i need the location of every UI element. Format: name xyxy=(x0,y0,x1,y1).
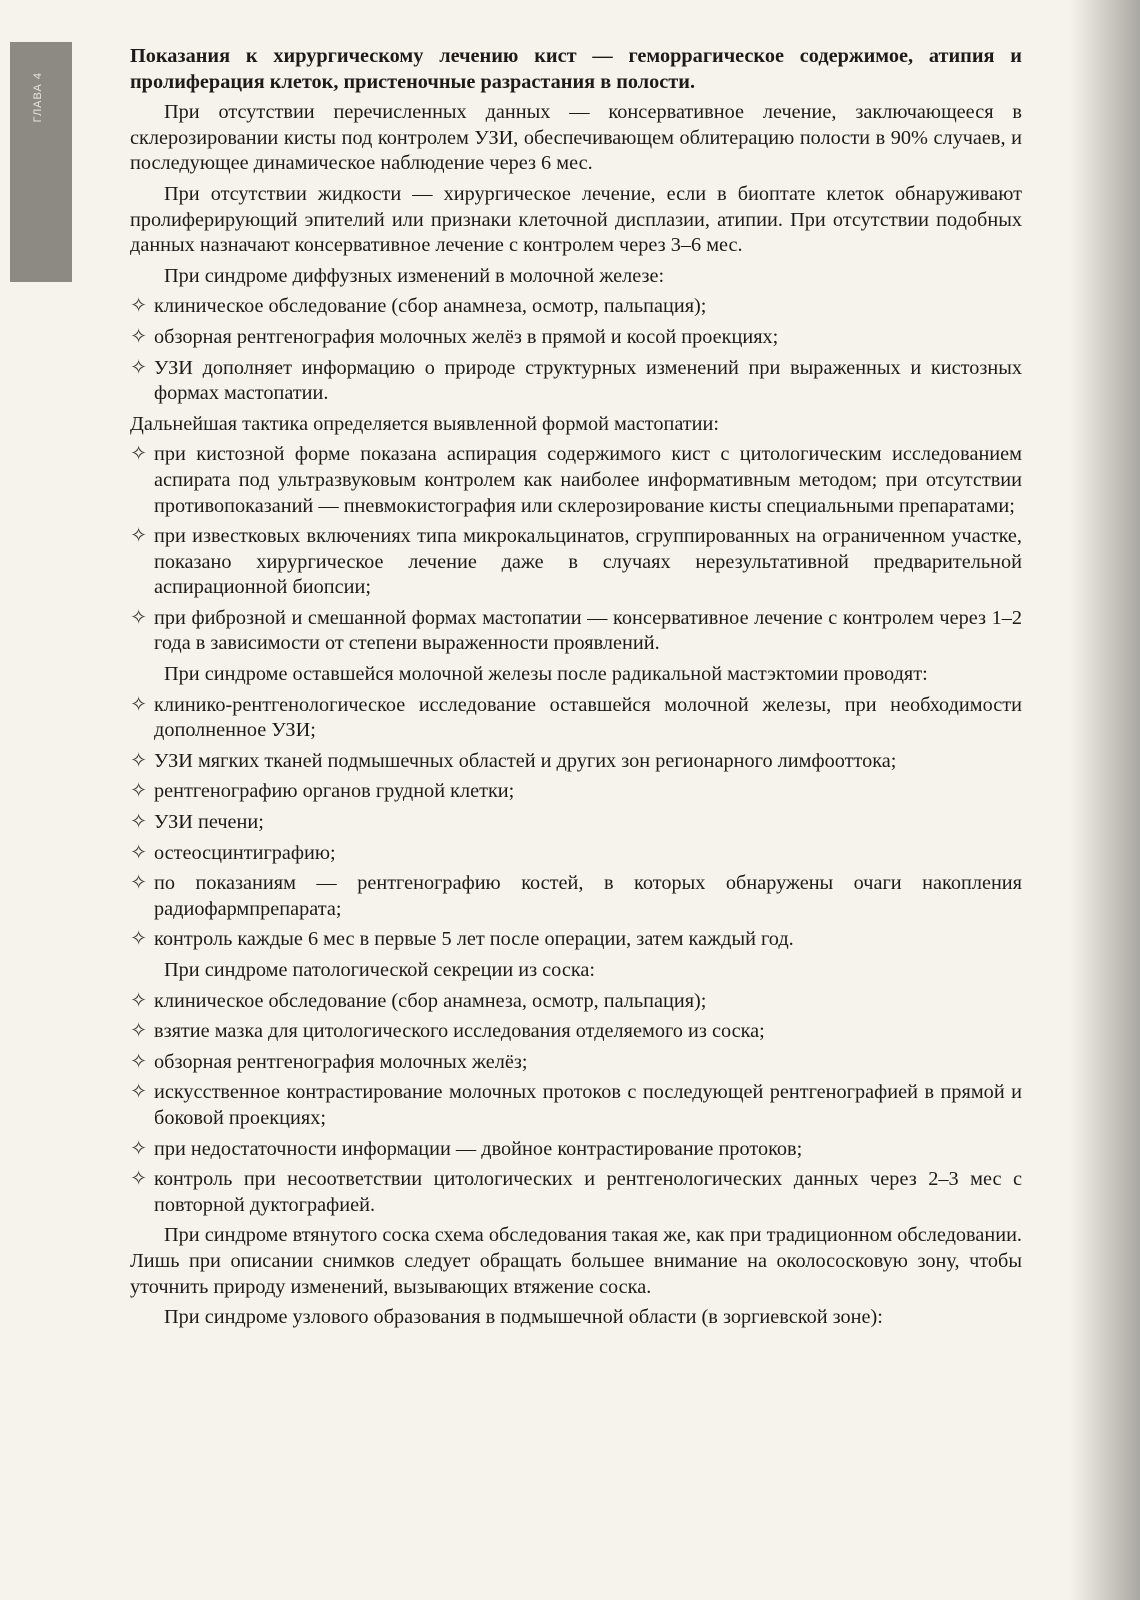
bullet-item xyxy=(130,1050,1022,1076)
bullet-marker-icon: ✧ xyxy=(130,928,147,951)
bullet-text: взятие мазка для цитологического исследования отделяемого из соска; xyxy=(154,1020,765,1043)
bullet-marker-icon: ✧ xyxy=(130,841,147,864)
paragraph: При синдроме втянутого соска схема обследования такая же, как при традиционном обследовании. Лишь при описании снимков следует обращать большее внимание на околососковую зону, чтобы уточнить природу изменений, вызывающих втяжение соска. xyxy=(130,1224,1022,1298)
bullet-item xyxy=(130,294,1022,320)
bullet-text: клиническое обследование (сбор анамнеза, осмотр, пальпация); xyxy=(154,295,707,318)
bullet-item xyxy=(130,606,1022,657)
bullet-text: остеосцинтиграфию; xyxy=(154,841,336,864)
bullet-item xyxy=(130,1167,1022,1218)
bullet-text: контроль при несоответствии цитологических и рентгенологических данных через 2–3 мес с повторной дуктографией. xyxy=(154,1168,1022,1216)
bullet-marker-icon: ✧ xyxy=(130,1137,147,1160)
bullet-text: обзорная рентгенография молочных желёз; xyxy=(154,1050,528,1073)
bullet-marker-icon: ✧ xyxy=(130,525,147,548)
bullet-item xyxy=(130,693,1022,744)
paragraph: При синдроме узлового образования в подмышечной области (в зоргиевской зоне): xyxy=(164,1306,883,1329)
bullet-text: искусственное контрастирование молочных протоков с последующей рентгенографией в прямой и боковой проекциях; xyxy=(154,1081,1022,1129)
bullet-item xyxy=(130,871,1022,922)
paragraph: При синдроме диффузных изменений в молочной железе: xyxy=(164,264,665,287)
chapter-side-tab-label: ГЛАВА 4 xyxy=(32,72,44,123)
bullet-item xyxy=(130,749,1022,775)
bullet-marker-icon: ✧ xyxy=(130,1050,147,1073)
bullet-marker-icon: ✧ xyxy=(130,325,147,348)
bullet-marker-icon: ✧ xyxy=(130,780,147,803)
bullet-text: клиническое обследование (сбор анамнеза, осмотр, пальпация); xyxy=(154,989,707,1012)
bullet-marker-icon: ✧ xyxy=(130,749,147,772)
bullet-text: УЗИ мягких тканей подмышечных областей и других зон регионарного лимфооттока; xyxy=(154,749,897,772)
paragraph: Дальнейшая тактика определяется выявленной формой мастопатии: xyxy=(130,412,720,435)
bullet-item xyxy=(130,989,1022,1015)
bullet-marker-icon: ✧ xyxy=(130,356,147,379)
bullet-item xyxy=(130,1137,1022,1163)
bullet-item xyxy=(130,325,1022,351)
bullet-marker-icon: ✧ xyxy=(130,811,147,834)
page-body-text xyxy=(130,44,1022,1336)
bold-paragraph: Показания к хирургическому лечению кист — геморрагическое содержимое, атипия и пролиферация клеток, пристеночные разрастания в полости. xyxy=(130,45,1022,93)
bullet-item xyxy=(130,841,1022,867)
bullet-item xyxy=(130,1019,1022,1045)
bullet-text: обзорная рентгенография молочных желёз в прямой и косой проекциях; xyxy=(154,325,779,348)
bullet-text: рентгенографию органов грудной клетки; xyxy=(154,780,515,803)
bullet-item xyxy=(130,524,1022,601)
paragraph: При отсутствии перечисленных данных — консервативное лечение, заключающееся в склерозировании кисты под контролем УЗИ, обеспечивающем облитерацию полости в 90% случаев, и последующее динамическое наблюдение через 6 мес. xyxy=(130,101,1022,175)
bullet-marker-icon: ✧ xyxy=(130,872,147,895)
bullet-item xyxy=(130,356,1022,407)
page-edge-shadow xyxy=(1070,0,1140,1600)
bullet-text: при кистозной форме показана аспирация содержимого кист с цитологическим исследованием аспирата под ультразвуковым контролем как наиболее информативным методом; при отсутствии противопоказаний — пневмокистография или склерозирование кисты специальными препаратами; xyxy=(154,443,1022,517)
bullet-marker-icon: ✧ xyxy=(130,1081,147,1104)
paragraph: При синдроме оставшейся молочной железы после радикальной мастэктомии проводят: xyxy=(164,663,928,686)
bullet-text: УЗИ печени; xyxy=(154,811,264,834)
bullet-text: клинико-рентгенологическое исследование оставшейся молочной железы, при необходимости дополненное УЗИ; xyxy=(154,693,1022,742)
bullet-marker-icon: ✧ xyxy=(130,989,147,1012)
bullet-marker-icon: ✧ xyxy=(130,443,147,466)
paragraph: При синдроме патологической секреции из соска: xyxy=(164,959,596,981)
bullet-item xyxy=(130,810,1022,836)
bullet-text: контроль каждые 6 мес в первые 5 лет после операции, затем каждый год. xyxy=(154,928,794,951)
bullet-marker-icon: ✧ xyxy=(130,295,147,318)
bullet-marker-icon: ✧ xyxy=(130,1020,147,1043)
bullet-text: при известковых включениях типа микрокальцинатов, сгруппированных на ограниченном участке, показано хирургическое лечение даже в случаях нерезультативной предварительной аспирационной биопсии; xyxy=(154,525,1022,599)
bullet-item xyxy=(130,779,1022,805)
bullet-marker-icon: ✧ xyxy=(130,606,147,629)
bullet-text: УЗИ дополняет информацию о природе структурных изменений при выраженных и кистозных формах мастопатии. xyxy=(154,356,1022,405)
bullet-text: по показаниям — рентгенографию костей, в которых обнаружены очаги накопления радиофармпрепарата; xyxy=(154,872,1022,920)
paragraph: При отсутствии жидкости — хирургическое лечение, если в биоптате клеток обнаруживают пролиферирующий эпителий или признаки клеточной дисплазии, атипии. При отсутствии подобных данных назначают консервативное лечение с контролем через 3–6 мес. xyxy=(130,182,1022,257)
bullet-item xyxy=(130,442,1022,519)
bullet-item xyxy=(130,927,1022,953)
bullet-marker-icon: ✧ xyxy=(130,1168,147,1191)
bullet-item xyxy=(130,1080,1022,1131)
bullet-text: при фиброзной и смешанной формах мастопатии — консервативное лечение с контролем через 1–2 года в зависимости от степени выраженности проявлений. xyxy=(154,606,1022,655)
bullet-text: при недостаточности информации — двойное контрастирование протоков; xyxy=(154,1137,803,1160)
bullet-marker-icon: ✧ xyxy=(130,693,147,716)
chapter-side-tab xyxy=(10,42,72,282)
